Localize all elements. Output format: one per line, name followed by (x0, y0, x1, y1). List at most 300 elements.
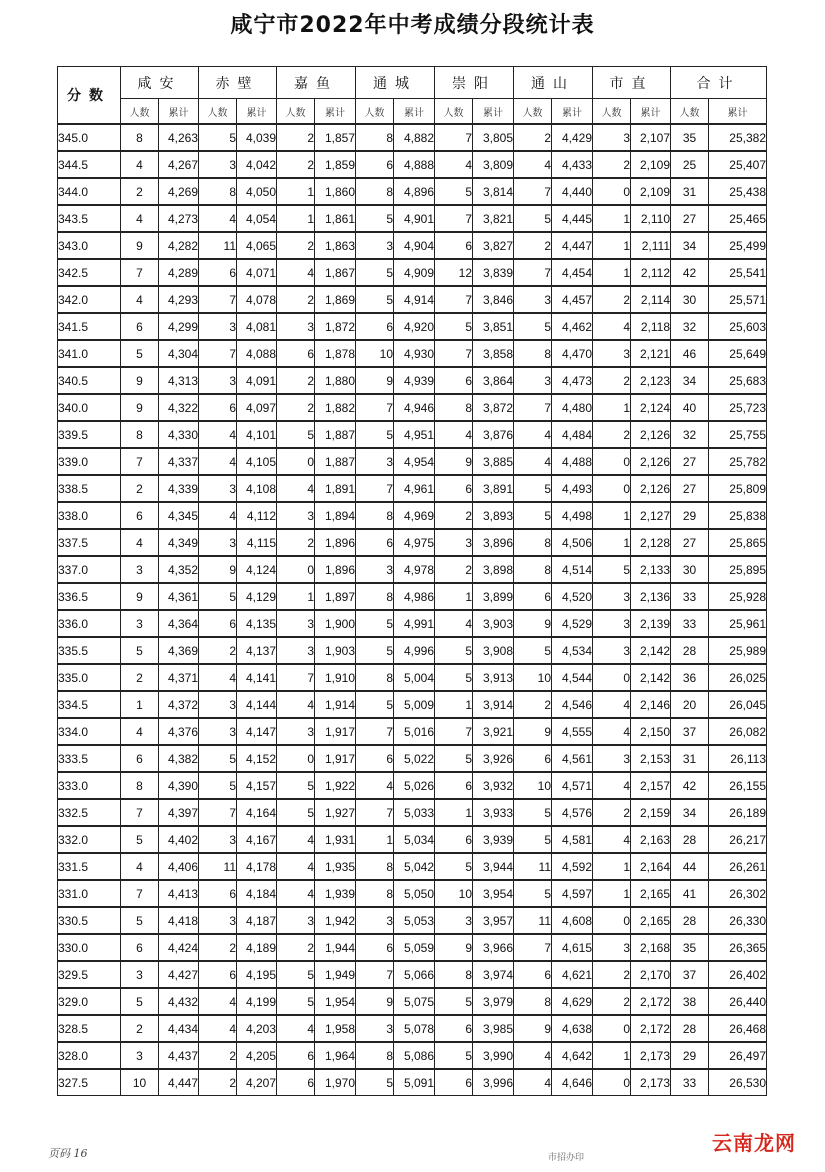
cumulative-cell: 4,101 (237, 421, 277, 448)
count-cell: 32 (671, 421, 709, 448)
table-row (58, 1042, 767, 1069)
score-cell: 343.5 (58, 205, 121, 232)
count-cell: 20 (671, 691, 709, 718)
cumulative-cell: 4,382 (159, 745, 199, 772)
cumulative-cell: 26,189 (709, 799, 767, 826)
cumulative-cell: 1,861 (315, 205, 356, 232)
count-cell: 5 (435, 637, 473, 664)
cumulative-cell: 26,530 (709, 1069, 767, 1096)
score-cell: 344.0 (58, 178, 121, 205)
score-cell: 342.0 (58, 286, 121, 313)
table-row (58, 313, 767, 340)
cumulative-cell: 4,969 (394, 502, 435, 529)
count-cell: 9 (514, 718, 552, 745)
count-cell: 4 (514, 448, 552, 475)
count-cell: 6 (435, 772, 473, 799)
cumulative-cell: 1,927 (315, 799, 356, 826)
score-cell: 334.5 (58, 691, 121, 718)
cumulative-cell: 4,282 (159, 232, 199, 259)
count-subheader: 人数 (277, 99, 315, 125)
count-cell: 9 (121, 394, 159, 421)
count-cell: 3 (277, 502, 315, 529)
count-cell: 2 (593, 421, 631, 448)
cumulative-cell: 4,576 (552, 799, 593, 826)
cumulative-cell: 4,205 (237, 1042, 277, 1069)
cumulative-cell: 3,891 (473, 475, 514, 502)
count-subheader: 人数 (435, 99, 473, 125)
count-cell: 4 (199, 205, 237, 232)
cumulative-cell: 1,970 (315, 1069, 356, 1096)
cumulative-cell: 2,172 (631, 1015, 671, 1042)
cumulative-cell: 4,901 (394, 205, 435, 232)
count-cell: 0 (593, 664, 631, 691)
count-cell: 5 (514, 799, 552, 826)
cumulative-cell: 4,042 (237, 151, 277, 178)
cumulative-cell: 4,397 (159, 799, 199, 826)
count-cell: 6 (435, 367, 473, 394)
score-cell: 329.5 (58, 961, 121, 988)
cumulative-subheader: 累计 (631, 99, 671, 125)
cumulative-cell: 4,597 (552, 880, 593, 907)
count-cell: 3 (121, 610, 159, 637)
count-subheader: 人数 (671, 99, 709, 125)
count-cell: 7 (356, 799, 394, 826)
count-cell: 3 (121, 556, 159, 583)
count-cell: 6 (121, 313, 159, 340)
count-cell: 3 (593, 637, 631, 664)
count-cell: 7 (356, 394, 394, 421)
count-cell: 2 (277, 151, 315, 178)
cumulative-cell: 25,755 (709, 421, 767, 448)
cumulative-cell: 4,961 (394, 475, 435, 502)
cumulative-cell: 3,954 (473, 880, 514, 907)
count-cell: 4 (121, 853, 159, 880)
count-cell: 10 (514, 772, 552, 799)
cumulative-cell: 4,514 (552, 556, 593, 583)
cumulative-cell: 25,865 (709, 529, 767, 556)
cumulative-cell: 1,897 (315, 583, 356, 610)
count-cell: 3 (593, 583, 631, 610)
cumulative-cell: 5,086 (394, 1042, 435, 1069)
cumulative-cell: 4,390 (159, 772, 199, 799)
count-cell: 4 (199, 448, 237, 475)
count-cell: 5 (121, 637, 159, 664)
count-cell: 10 (435, 880, 473, 907)
count-cell: 5 (356, 421, 394, 448)
cumulative-cell: 5,066 (394, 961, 435, 988)
count-cell: 8 (356, 664, 394, 691)
table-row (58, 421, 767, 448)
count-cell: 7 (199, 340, 237, 367)
cumulative-cell: 25,838 (709, 502, 767, 529)
cumulative-cell: 4,447 (159, 1069, 199, 1096)
table-row (58, 502, 767, 529)
cumulative-cell: 4,269 (159, 178, 199, 205)
cumulative-subheader: 累计 (473, 99, 514, 125)
cumulative-cell: 4,147 (237, 718, 277, 745)
cumulative-cell: 4,313 (159, 367, 199, 394)
count-cell: 9 (121, 583, 159, 610)
count-cell: 7 (435, 124, 473, 151)
cumulative-cell: 3,990 (473, 1042, 514, 1069)
count-cell: 5 (121, 826, 159, 853)
count-cell: 4 (593, 691, 631, 718)
cumulative-cell: 3,858 (473, 340, 514, 367)
count-cell: 6 (199, 610, 237, 637)
count-cell: 6 (121, 745, 159, 772)
cumulative-subheader: 累计 (394, 99, 435, 125)
count-cell: 1 (593, 853, 631, 880)
cumulative-cell: 26,082 (709, 718, 767, 745)
cumulative-cell: 1,896 (315, 556, 356, 583)
table-row (58, 583, 767, 610)
count-cell: 2 (593, 367, 631, 394)
count-cell: 5 (356, 259, 394, 286)
cumulative-cell: 3,809 (473, 151, 514, 178)
cumulative-cell: 3,914 (473, 691, 514, 718)
count-cell: 2 (121, 475, 159, 502)
count-cell: 7 (435, 718, 473, 745)
cumulative-cell: 4,615 (552, 934, 593, 961)
count-cell: 9 (356, 988, 394, 1015)
score-cell: 331.0 (58, 880, 121, 907)
count-cell: 6 (356, 151, 394, 178)
count-cell: 34 (671, 232, 709, 259)
cumulative-cell: 1,958 (315, 1015, 356, 1042)
cumulative-cell: 1,942 (315, 907, 356, 934)
cumulative-cell: 3,872 (473, 394, 514, 421)
cumulative-cell: 4,199 (237, 988, 277, 1015)
region-header: 咸安 (121, 67, 199, 99)
count-cell: 33 (671, 583, 709, 610)
cumulative-cell: 4,462 (552, 313, 593, 340)
count-cell: 3 (514, 286, 552, 313)
cumulative-cell: 4,433 (552, 151, 593, 178)
count-cell: 42 (671, 772, 709, 799)
cumulative-cell: 26,365 (709, 934, 767, 961)
score-cell: 335.0 (58, 664, 121, 691)
count-cell: 5 (514, 880, 552, 907)
table-row (58, 1015, 767, 1042)
count-cell: 9 (121, 232, 159, 259)
cumulative-cell: 26,402 (709, 961, 767, 988)
cumulative-cell: 4,330 (159, 421, 199, 448)
count-cell: 4 (199, 664, 237, 691)
cumulative-cell: 1,914 (315, 691, 356, 718)
cumulative-cell: 1,869 (315, 286, 356, 313)
cumulative-cell: 4,488 (552, 448, 593, 475)
table-row (58, 151, 767, 178)
count-cell: 4 (514, 1042, 552, 1069)
cumulative-cell: 4,078 (237, 286, 277, 313)
count-cell: 11 (199, 853, 237, 880)
count-cell: 2 (593, 151, 631, 178)
cumulative-cell: 3,814 (473, 178, 514, 205)
count-cell: 4 (277, 853, 315, 880)
region-header: 嘉鱼 (277, 67, 356, 99)
count-cell: 3 (435, 529, 473, 556)
cumulative-cell: 4,888 (394, 151, 435, 178)
table-row (58, 529, 767, 556)
cumulative-cell: 2,153 (631, 745, 671, 772)
count-cell: 10 (356, 340, 394, 367)
table-header-regions (58, 67, 767, 99)
cumulative-cell: 4,534 (552, 637, 593, 664)
cumulative-cell: 1,880 (315, 367, 356, 394)
count-cell: 3 (199, 529, 237, 556)
count-cell: 34 (671, 367, 709, 394)
count-cell: 8 (356, 880, 394, 907)
count-cell: 4 (277, 826, 315, 853)
count-cell: 4 (435, 610, 473, 637)
cumulative-cell: 4,352 (159, 556, 199, 583)
cumulative-cell: 4,167 (237, 826, 277, 853)
score-cell: 337.5 (58, 529, 121, 556)
count-cell: 0 (277, 448, 315, 475)
cumulative-subheader: 累计 (237, 99, 277, 125)
count-cell: 7 (435, 205, 473, 232)
cumulative-cell: 25,382 (709, 124, 767, 151)
count-cell: 28 (671, 907, 709, 934)
table-row (58, 691, 767, 718)
count-cell: 4 (514, 151, 552, 178)
cumulative-cell: 4,445 (552, 205, 593, 232)
count-cell: 4 (199, 988, 237, 1015)
count-cell: 3 (199, 826, 237, 853)
count-cell: 6 (199, 880, 237, 907)
table-row (58, 853, 767, 880)
cumulative-cell: 26,497 (709, 1042, 767, 1069)
count-cell: 1 (435, 583, 473, 610)
count-cell: 5 (277, 988, 315, 1015)
cumulative-cell: 2,165 (631, 880, 671, 907)
table-row (58, 826, 767, 853)
cumulative-cell: 4,361 (159, 583, 199, 610)
table-row (58, 178, 767, 205)
cumulative-cell: 3,933 (473, 799, 514, 826)
region-header: 通城 (356, 67, 435, 99)
cumulative-cell: 1,910 (315, 664, 356, 691)
count-cell: 2 (435, 502, 473, 529)
cumulative-cell: 26,440 (709, 988, 767, 1015)
cumulative-cell: 26,217 (709, 826, 767, 853)
cumulative-cell: 3,921 (473, 718, 514, 745)
count-cell: 5 (514, 205, 552, 232)
score-cell: 331.5 (58, 853, 121, 880)
count-cell: 5 (593, 556, 631, 583)
cumulative-cell: 2,139 (631, 610, 671, 637)
count-cell: 5 (356, 1069, 394, 1096)
cumulative-cell: 26,468 (709, 1015, 767, 1042)
cumulative-cell: 25,499 (709, 232, 767, 259)
count-cell: 2 (593, 799, 631, 826)
cumulative-cell: 4,920 (394, 313, 435, 340)
cumulative-cell: 5,053 (394, 907, 435, 934)
cumulative-cell: 1,939 (315, 880, 356, 907)
count-cell: 3 (199, 475, 237, 502)
cumulative-cell: 4,157 (237, 772, 277, 799)
count-cell: 6 (435, 1069, 473, 1096)
count-cell: 7 (121, 880, 159, 907)
count-cell: 3 (277, 718, 315, 745)
count-cell: 4 (593, 826, 631, 853)
count-cell: 41 (671, 880, 709, 907)
count-cell: 6 (356, 529, 394, 556)
count-cell: 7 (435, 286, 473, 313)
count-cell: 3 (199, 313, 237, 340)
cumulative-cell: 2,114 (631, 286, 671, 313)
table-row (58, 934, 767, 961)
table-row (58, 259, 767, 286)
score-column-header: 分数 (58, 67, 121, 125)
cumulative-cell: 5,016 (394, 718, 435, 745)
cumulative-cell: 25,809 (709, 475, 767, 502)
cumulative-cell: 4,914 (394, 286, 435, 313)
cumulative-cell: 25,989 (709, 637, 767, 664)
cumulative-cell: 5,050 (394, 880, 435, 907)
cumulative-cell: 26,025 (709, 664, 767, 691)
count-cell: 3 (356, 1015, 394, 1042)
count-cell: 5 (356, 286, 394, 313)
cumulative-cell: 2,109 (631, 151, 671, 178)
cumulative-cell: 4,470 (552, 340, 593, 367)
cumulative-cell: 4,369 (159, 637, 199, 664)
cumulative-cell: 4,413 (159, 880, 199, 907)
cumulative-cell: 4,371 (159, 664, 199, 691)
cumulative-cell: 4,561 (552, 745, 593, 772)
cumulative-cell: 26,155 (709, 772, 767, 799)
count-cell: 35 (671, 934, 709, 961)
cumulative-cell: 4,484 (552, 421, 593, 448)
count-cell: 5 (514, 637, 552, 664)
cumulative-cell: 1,896 (315, 529, 356, 556)
count-cell: 7 (514, 934, 552, 961)
cumulative-cell: 3,932 (473, 772, 514, 799)
count-cell: 25 (671, 151, 709, 178)
count-cell: 6 (356, 934, 394, 961)
cumulative-cell: 4,115 (237, 529, 277, 556)
cumulative-cell: 2,159 (631, 799, 671, 826)
cumulative-cell: 3,846 (473, 286, 514, 313)
count-cell: 37 (671, 961, 709, 988)
count-cell: 35 (671, 124, 709, 151)
table-row (58, 664, 767, 691)
count-cell: 5 (435, 1042, 473, 1069)
count-cell: 4 (121, 151, 159, 178)
cumulative-cell: 2,126 (631, 448, 671, 475)
count-cell: 4 (277, 1015, 315, 1042)
cumulative-cell: 4,039 (237, 124, 277, 151)
count-cell: 6 (514, 583, 552, 610)
count-cell: 7 (277, 664, 315, 691)
cumulative-cell: 1,860 (315, 178, 356, 205)
cumulative-cell: 4,930 (394, 340, 435, 367)
count-cell: 5 (277, 799, 315, 826)
count-cell: 5 (277, 772, 315, 799)
count-cell: 2 (277, 232, 315, 259)
count-cell: 4 (199, 502, 237, 529)
cumulative-cell: 25,961 (709, 610, 767, 637)
cumulative-cell: 2,165 (631, 907, 671, 934)
cumulative-cell: 4,267 (159, 151, 199, 178)
count-cell: 3 (593, 934, 631, 961)
cumulative-cell: 2,163 (631, 826, 671, 853)
table-body (58, 124, 767, 1096)
count-cell: 3 (121, 1042, 159, 1069)
score-cell: 328.0 (58, 1042, 121, 1069)
count-cell: 5 (199, 583, 237, 610)
count-cell: 7 (199, 286, 237, 313)
table-row (58, 448, 767, 475)
count-cell: 0 (593, 1069, 631, 1096)
table-row (58, 394, 767, 421)
score-cell: 339.5 (58, 421, 121, 448)
count-cell: 3 (593, 610, 631, 637)
count-cell: 4 (356, 772, 394, 799)
cumulative-cell: 4,088 (237, 340, 277, 367)
cumulative-cell: 4,337 (159, 448, 199, 475)
cumulative-cell: 4,608 (552, 907, 593, 934)
cumulative-cell: 2,136 (631, 583, 671, 610)
count-cell: 33 (671, 610, 709, 637)
count-cell: 1 (593, 394, 631, 421)
count-cell: 1 (593, 1042, 631, 1069)
cumulative-cell: 4,939 (394, 367, 435, 394)
cumulative-cell: 4,065 (237, 232, 277, 259)
cumulative-cell: 4,546 (552, 691, 593, 718)
count-cell: 5 (435, 853, 473, 880)
cumulative-cell: 4,152 (237, 745, 277, 772)
score-cell: 339.0 (58, 448, 121, 475)
count-cell: 28 (671, 637, 709, 664)
table-row (58, 475, 767, 502)
cumulative-cell: 4,457 (552, 286, 593, 313)
count-cell: 5 (514, 502, 552, 529)
count-cell: 27 (671, 448, 709, 475)
table-row (58, 637, 767, 664)
score-cell: 332.0 (58, 826, 121, 853)
count-cell: 1 (435, 799, 473, 826)
cumulative-cell: 5,059 (394, 934, 435, 961)
count-cell: 5 (435, 745, 473, 772)
table-row (58, 610, 767, 637)
count-cell: 5 (435, 178, 473, 205)
count-cell: 2 (593, 988, 631, 1015)
count-cell: 6 (435, 232, 473, 259)
cumulative-cell: 3,944 (473, 853, 514, 880)
count-cell: 5 (514, 475, 552, 502)
count-cell: 6 (121, 502, 159, 529)
count-cell: 1 (356, 826, 394, 853)
cumulative-cell: 3,893 (473, 502, 514, 529)
cumulative-cell: 4,434 (159, 1015, 199, 1042)
cumulative-cell: 4,638 (552, 1015, 593, 1042)
cumulative-cell: 4,454 (552, 259, 593, 286)
count-cell: 2 (199, 1069, 237, 1096)
cumulative-cell: 3,926 (473, 745, 514, 772)
count-cell: 8 (356, 853, 394, 880)
cumulative-cell: 2,126 (631, 421, 671, 448)
count-cell: 4 (121, 205, 159, 232)
count-cell: 6 (356, 313, 394, 340)
cumulative-cell: 3,805 (473, 124, 514, 151)
cumulative-cell: 4,322 (159, 394, 199, 421)
cumulative-cell: 2,142 (631, 664, 671, 691)
cumulative-cell: 4,555 (552, 718, 593, 745)
count-subheader: 人数 (199, 99, 237, 125)
count-cell: 7 (356, 961, 394, 988)
count-cell: 27 (671, 529, 709, 556)
